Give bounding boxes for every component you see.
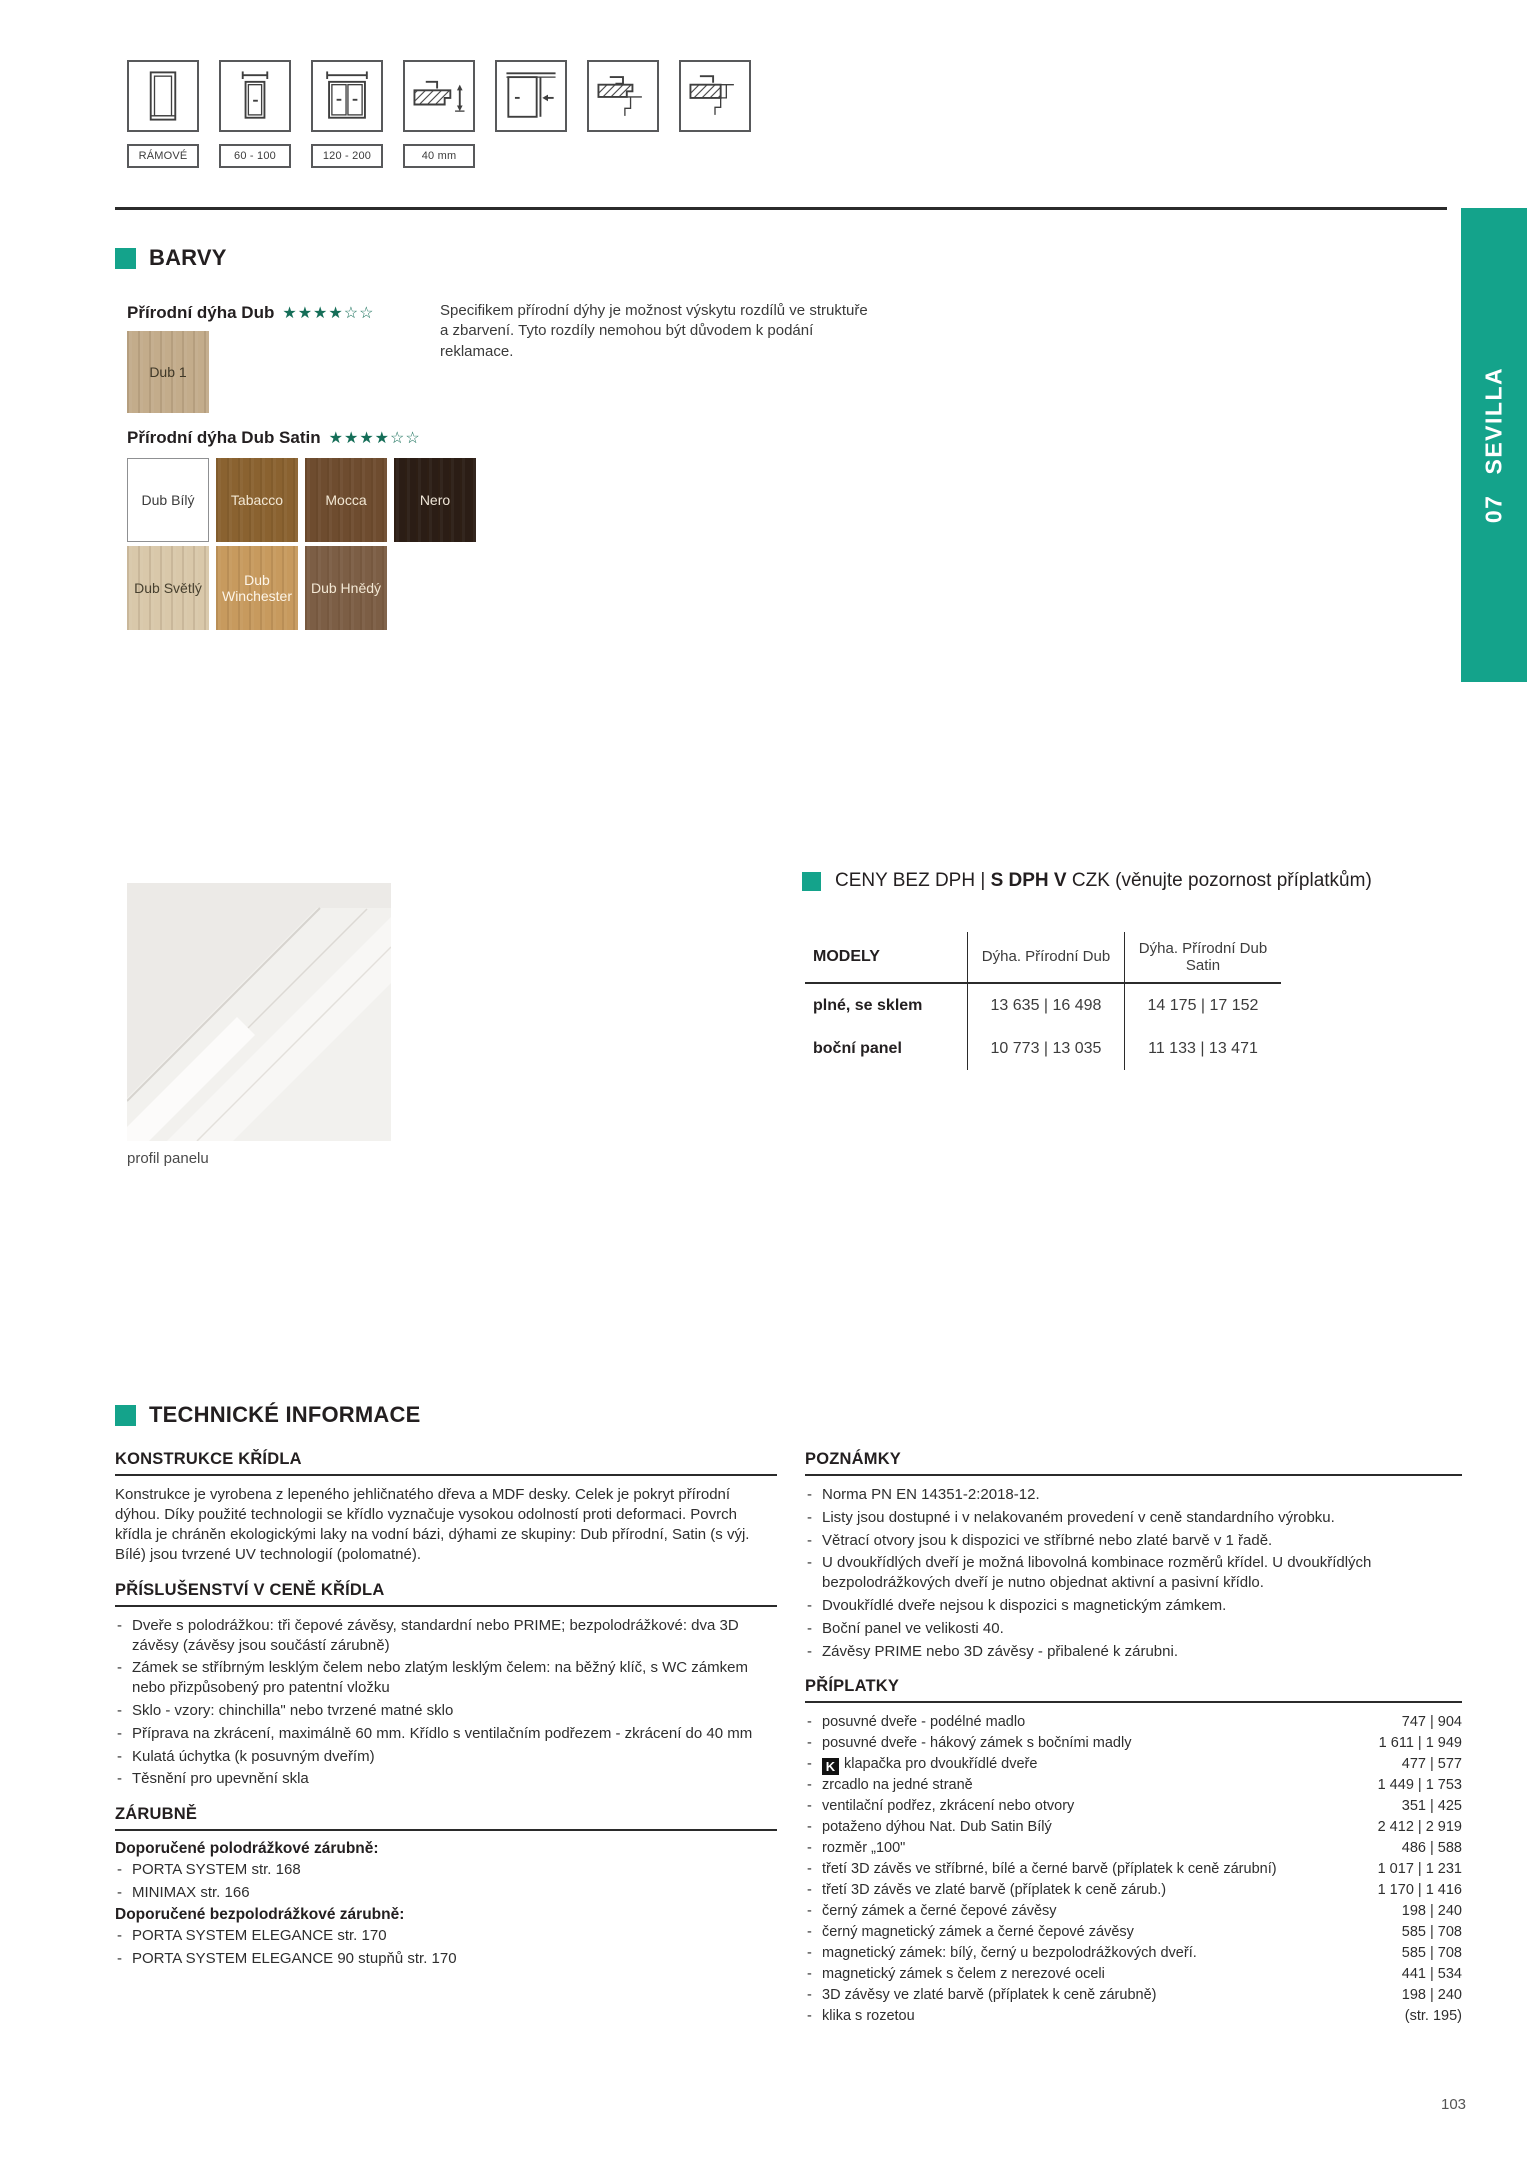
door-pictogram-row — [127, 60, 751, 168]
panel-thickness-icon — [403, 60, 475, 132]
list-item: - Norma PN EN 14351-2:2018-12. — [805, 1485, 1462, 1505]
star-rating-icon: ★★★★☆☆ — [328, 430, 421, 447]
surcharge-price: 585 | 708 — [1401, 1924, 1462, 1941]
pictogram-label: RÁMOVÉ — [127, 144, 199, 168]
price-title-part1: CENY BEZ DPH | — [835, 870, 991, 891]
surcharge-label: - posuvné dveře - hákový zámek s bočními madly — [805, 1733, 1131, 1754]
surcharge-label: - třetí 3D závěs ve zlaté barvě (příplatek k ceně zárub.) — [805, 1880, 1166, 1901]
table-row-model: boční panel — [813, 1039, 902, 1057]
surcharge-price: 486 | 588 — [1401, 1840, 1462, 1857]
section-marker-square — [115, 1405, 136, 1426]
list-item: - U dvoukřídlých dveří je možná libovolná kombinace rozměrů křídel. U dvoukřídlých bezpolodrážkových dveří je nutno objednat aktivní a pasivní křídlo. — [805, 1553, 1462, 1593]
list-item: - Kulatá úchytka (k posuvným dveřím) — [115, 1747, 777, 1767]
surcharge-row — [805, 1964, 1462, 1985]
section-marker-square — [115, 248, 136, 269]
surcharge-row — [805, 1817, 1462, 1838]
surcharge-label: - zrcadlo na jedné straně — [805, 1775, 973, 1796]
table-row-price: 11 133 | 13 471 — [1124, 1027, 1281, 1070]
pictogram-sliding — [495, 60, 567, 168]
list-item: - Větrací otvory jsou k dispozici ve stříbrné nebo zlaté barvě v 1 řadě. — [805, 1531, 1462, 1551]
pictogram-framed — [127, 60, 199, 168]
list-item: - Těsnění pro upevnění skla — [115, 1769, 777, 1789]
rebate-profile-b-icon — [679, 60, 751, 132]
surcharge-label: - ventilační podřez, zkrácení nebo otvory — [805, 1796, 1074, 1817]
surcharge-label: - 3D závěsy ve zlaté barvě (příplatek k ceně zárubně) — [805, 1985, 1156, 2006]
table-row-price: 13 635 | 16 498 — [967, 984, 1124, 1027]
surcharge-price: 198 | 240 — [1401, 1987, 1462, 2004]
surcharge-price: 198 | 240 — [1401, 1903, 1462, 1920]
satin-veneer-title — [127, 428, 421, 448]
swatch-dub-bily: Dub Bílý — [127, 458, 209, 542]
surcharge-price: 1 611 | 1 949 — [1378, 1735, 1462, 1752]
price-title-part2: CZK (věnujte pozornost příplatkům) — [1066, 870, 1372, 891]
price-section-header — [802, 870, 1372, 892]
swatch-tabacco: Tabacco — [216, 458, 298, 542]
list-item: - PORTA SYSTEM str. 168 — [115, 1860, 777, 1880]
table-header-modely: MODELY — [805, 932, 967, 984]
surcharge-label — [805, 1754, 1037, 1775]
swatch-dub-winchester: Dub Winchester — [216, 546, 298, 630]
table-header-dub: Dýha. Přírodní Dub — [967, 932, 1124, 984]
surcharge-row — [805, 1733, 1462, 1754]
list-item: - Příprava na zkrácení, maximálně 60 mm. Křídlo s ventilačním podřezem - zkrácení do 40 mm — [115, 1724, 777, 1744]
chapter-name: SEVILLA — [1480, 366, 1507, 475]
surcharge-price: 2 412 | 2 919 — [1377, 1819, 1462, 1836]
surcharge-price: 585 | 708 — [1401, 1945, 1462, 1962]
pictogram-label: 60 - 100 — [219, 144, 291, 168]
list-item: - MINIMAX str. 166 — [115, 1883, 777, 1903]
star-rating-icon: ★★★★☆☆ — [282, 305, 375, 322]
tech-section-header — [115, 1402, 420, 1428]
page-number: 103 — [1441, 2096, 1467, 2113]
tech-left-column — [115, 1450, 777, 1984]
table-row-price: 10 773 | 13 035 — [967, 1027, 1124, 1070]
single-door-width-icon — [219, 60, 291, 132]
surcharge-label: - magnetický zámek: bílý, černý u bezpolodrážkových dveří. — [805, 1943, 1197, 1964]
surcharge-row — [805, 1712, 1462, 1733]
price-title-bold: S DPH V — [990, 870, 1067, 891]
swatch-dub-svetly: Dub Světlý — [127, 546, 209, 630]
surcharge-row — [805, 1754, 1462, 1775]
chapter-side-tab — [1461, 208, 1527, 682]
zarubne-group2-heading: Doporučené bezpolodrážkové zárubně: — [115, 1905, 405, 1923]
surcharge-row — [805, 1985, 1462, 2006]
framed-door-icon — [127, 60, 199, 132]
priplatky-list — [805, 1712, 1462, 2027]
surcharge-row — [805, 1943, 1462, 1964]
section-divider-rule — [115, 207, 1447, 210]
surcharge-price: 1 170 | 1 416 — [1377, 1882, 1462, 1899]
poznamky-list — [805, 1485, 1462, 1661]
zarubne-group2-list — [115, 1926, 777, 1969]
pictogram-rebate-a — [587, 60, 659, 168]
list-item: - PORTA SYSTEM ELEGANCE 90 stupňů str. 170 — [115, 1949, 777, 1969]
pictogram-width-double — [311, 60, 383, 168]
swatch-dub-hnedy: Dub Hnědý — [305, 546, 387, 630]
pictogram-rebate-b — [679, 60, 751, 168]
surcharge-price: 1 449 | 1 753 — [1377, 1777, 1462, 1794]
double-door-width-icon — [311, 60, 383, 132]
list-item: - Sklo - vzory: chinchilla" nebo tvrzené matné sklo — [115, 1701, 777, 1721]
surcharge-row — [805, 1838, 1462, 1859]
veneer-disclaimer: Specifikem přírodní dýhy je možnost výskytu rozdílů ve struktuře a zbarvení. Tyto rozdíly nemohou být důvodem k podání reklamace. — [440, 302, 868, 360]
swatch-nero: Nero — [394, 458, 476, 542]
barvy-section-header — [115, 245, 227, 271]
satin-veneer-label: Přírodní dýha Dub Satin — [127, 428, 321, 447]
pictogram-label: 120 - 200 — [311, 144, 383, 168]
surcharge-label: - magnetický zámek s čelem z nerezové oceli — [805, 1964, 1105, 1985]
surcharge-label: - rozměr „100" — [805, 1838, 905, 1859]
surcharge-row — [805, 2006, 1462, 2027]
list-item: - Boční panel ve velikosti 40. — [805, 1619, 1462, 1639]
klapacka-icon: K — [822, 1758, 839, 1775]
list-item: - Zámek se stříbrným lesklým čelem nebo zlatým lesklým čelem: na běžný klíč, s WC zámkem nebo přizpůsobený pro patentní vložku — [115, 1658, 777, 1698]
tech-right-column — [805, 1450, 1462, 2027]
poznamky-heading: POZNÁMKY — [805, 1450, 1462, 1476]
table-row-price: 14 175 | 17 152 — [1124, 984, 1281, 1027]
tech-title: TECHNICKÉ INFORMACE — [149, 1402, 421, 1427]
chapter-side-tab-text — [1481, 367, 1508, 523]
chapter-number: 07 — [1480, 494, 1507, 524]
table-header-dub-satin: Dýha. Přírodní Dub Satin — [1124, 932, 1281, 984]
surcharge-label: - černý zámek a černé čepové závěsy — [805, 1901, 1057, 1922]
barvy-title: BARVY — [149, 245, 227, 270]
satin-swatch-grid — [127, 458, 476, 630]
price-title — [835, 870, 1372, 892]
surcharge-row — [805, 1859, 1462, 1880]
surcharge-price: 1 017 | 1 231 — [1377, 1861, 1462, 1878]
zarubne-group1-heading: Doporučené polodrážkové zárubně: — [115, 1840, 379, 1858]
surcharge-label: - klika s rozetou — [805, 2006, 915, 2027]
surcharge-label: - černý magnetický zámek a černé čepové závěsy — [805, 1922, 1134, 1943]
konstrukce-body: Konstrukce je vyrobena z lepeného jehličnatého dřeva a MDF desky. Celek je pokryt přírodní dýhou. Díky použité technologii se křídlo vyznačuje vysokou odolností proti deformaci. Povrch křídla je chráněn ekologickými laky na vodní bázi, dýhami ze skupiny: Dub přírodní, Satin (s výj. Bílé) jsou tvrzené UV technologií (polomatné). — [115, 1486, 750, 1563]
surcharge-row — [805, 1901, 1462, 1922]
prislusenstvi-heading: PŘÍSLUŠENSTVÍ V CENĚ KŘÍDLA — [115, 1581, 777, 1607]
list-item: - PORTA SYSTEM ELEGANCE str. 170 — [115, 1926, 777, 1946]
pictogram-label: 40 mm — [403, 144, 475, 168]
list-item: - Závěsy PRIME nebo 3D závěsy - přibalené k zárubni. — [805, 1642, 1462, 1662]
surcharge-row — [805, 1796, 1462, 1817]
dub-veneer-label: Přírodní dýha Dub — [127, 303, 275, 322]
surcharge-label: - potaženo dýhou Nat. Dub Satin Bílý — [805, 1817, 1052, 1838]
surcharge-price: 477 | 577 — [1401, 1756, 1462, 1773]
list-item: - Dveře s polodrážkou: tři čepové závěsy, standardní nebo PRIME; bezpolodrážkové: dva 3D závěsy (závěsy jsou součástí zárubně) — [115, 1616, 777, 1656]
priplatky-heading: PŘÍPLATKY — [805, 1677, 1462, 1703]
prislusenstvi-list — [115, 1616, 777, 1789]
swatch-dub-1: Dub 1 — [127, 331, 209, 413]
surcharge-label: - třetí 3D závěs ve stříbrné, bílé a černé barvě (příplatek k ceně zárubní) — [805, 1859, 1277, 1880]
surcharge-price: (str. 195) — [1404, 2008, 1462, 2025]
pictogram-thickness — [403, 60, 475, 168]
panel-profile-photo — [127, 883, 391, 1141]
zarubne-group1-list — [115, 1860, 777, 1903]
surcharge-price: 747 | 904 — [1401, 1714, 1462, 1731]
surcharge-row — [805, 1880, 1462, 1901]
sliding-door-icon — [495, 60, 567, 132]
rebate-profile-a-icon — [587, 60, 659, 132]
section-marker-square — [802, 872, 821, 891]
panel-photo-caption: profil panelu — [127, 1150, 209, 1167]
swatch-mocca: Mocca — [305, 458, 387, 542]
dub-veneer-title — [127, 303, 374, 323]
list-item: - Listy jsou dostupné i v nelakovaném provedení v ceně standardního výrobku. — [805, 1508, 1462, 1528]
list-item: - Dvoukřídlé dveře nejsou k dispozici s magnetickým zámkem. — [805, 1596, 1462, 1616]
surcharge-row — [805, 1922, 1462, 1943]
models-price-table — [805, 932, 1281, 1070]
pictogram-width-single — [219, 60, 291, 168]
surcharge-label: - posuvné dveře - podélné madlo — [805, 1712, 1025, 1733]
surcharge-row — [805, 1775, 1462, 1796]
table-row-model: plné, se sklem — [813, 996, 923, 1014]
surcharge-label-text: klapačka pro dvoukřídlé dveře — [844, 1756, 1038, 1773]
surcharge-price: 351 | 425 — [1401, 1798, 1462, 1815]
konstrukce-heading: KONSTRUKCE KŘÍDLA — [115, 1450, 777, 1476]
zarubne-heading: ZÁRUBNĚ — [115, 1805, 777, 1831]
surcharge-price: 441 | 534 — [1401, 1966, 1462, 1983]
